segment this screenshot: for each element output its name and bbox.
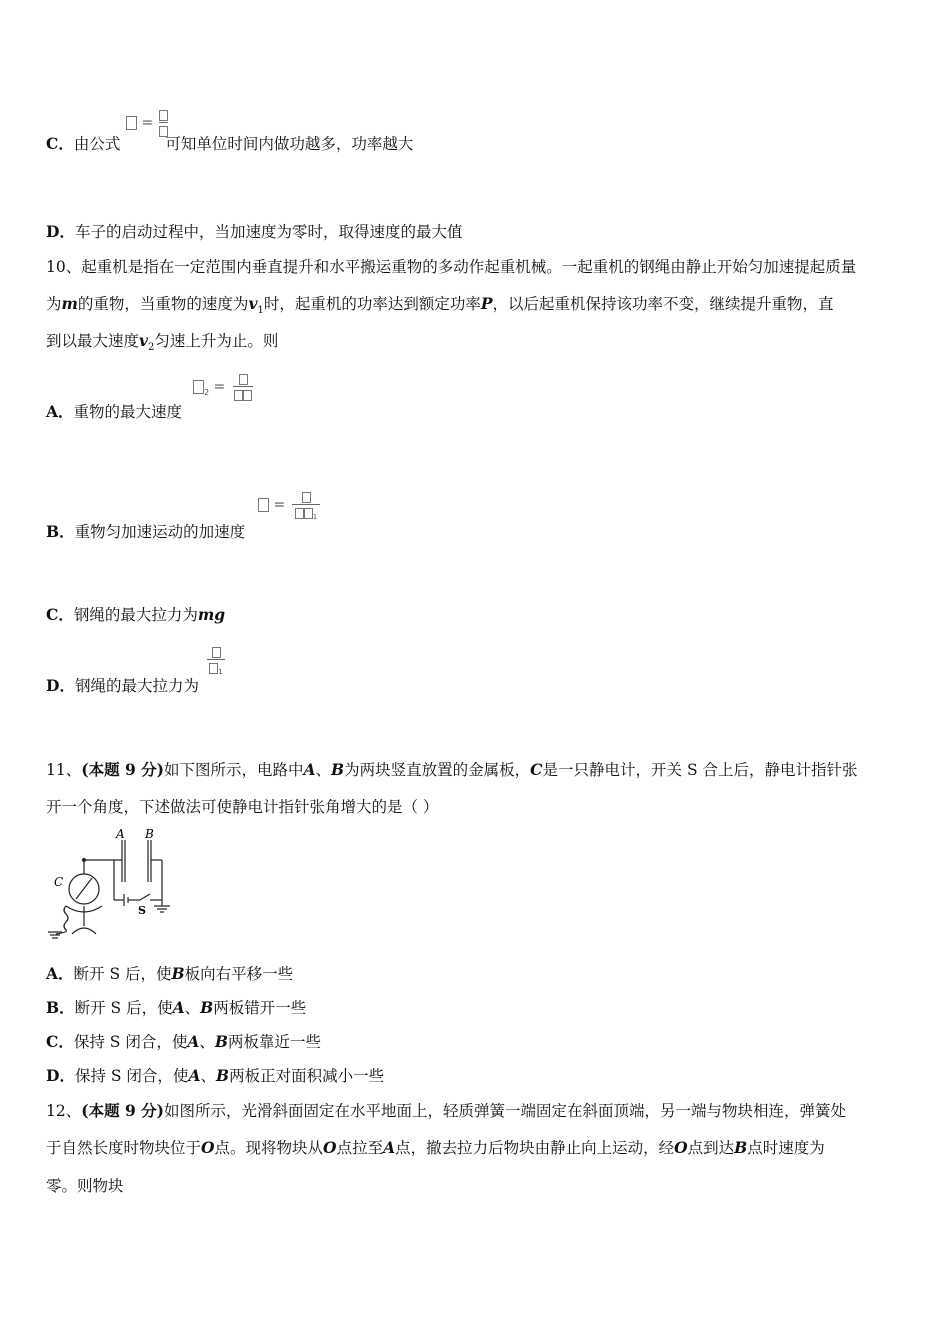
- score-badge: (本题 9 分): [81, 760, 164, 779]
- formula-max-velocity: $_2$ =: [193, 372, 255, 402]
- q12-stem-line3: 零。则物块: [46, 1177, 124, 1195]
- svg-text:S: S: [138, 904, 146, 917]
- q12-stem-line1: 12、(本题 9 分)如图所示，光滑斜面固定在水平地面上，轻质弹簧一端固定在斜面顶端，另一端与物块相连，弹簧处: [46, 1101, 846, 1120]
- switch-s: [140, 894, 150, 900]
- svg-text:C: C: [54, 875, 64, 889]
- q9-option-d: D．车子的启动过程中，当加速度为零时，取得速度的最大值: [46, 222, 463, 241]
- electroscope-circuit-figure: [44, 826, 179, 944]
- q10-stem-line3: 到以最大速度$v_2$匀速上升为止。则: [46, 331, 279, 354]
- q12-stem-line2: 于自然长度时物块位于O点。现将物块从O点拉至A点，撤去拉力后物块由静止向上运动，经O点到达B点时速度为: [46, 1138, 825, 1157]
- q11-stem-line1: 11、(本题 9 分)如下图所示，电路中A、B为两块竖直放置的金属板，C是一只静电计，开关 S 合上后，静电计指针张: [46, 760, 858, 779]
- q10-stem-line1: 10、起重机是指在一定范围内垂直提升和水平搬运重物的多动作起重机械。一起重机的钢绳由静止开始匀加速提起质量: [46, 258, 857, 276]
- formula-max-tension: 1: [207, 645, 225, 675]
- formula-acceleration: = $_1$: [258, 490, 322, 522]
- svg-text:B: B: [145, 827, 154, 841]
- question-number: 10、: [46, 258, 82, 276]
- question-number: 12、: [46, 1102, 82, 1120]
- q10-option-d: D．钢绳的最大拉力为: [46, 676, 199, 695]
- formula-power-definition: =: [126, 108, 170, 138]
- q10-option-c: C．钢绳的最大拉力为mg: [46, 605, 226, 624]
- q9-option-c: C．由公式 可知单位时间内做功越多，功率越大: [46, 134, 414, 153]
- q10-stem-line2: 为m的重物，当重物的速度为$v_1$时，起重机的功率达到额定功率P，以后起重机保持该功率不变，继续提升重物，直: [46, 294, 834, 317]
- q10-option-b: B．重物匀加速运动的加速度: [46, 522, 246, 541]
- q11-option-d: D．保持 S 闭合，使A、B两板正对面积减小一些: [46, 1066, 385, 1085]
- q11-option-a: A．断开 S 后，使B板向右平移一些: [46, 964, 294, 983]
- q11-stem-line2: 开一个角度，下述做法可使静电计指针张角增大的是（ ）: [46, 798, 439, 816]
- q11-option-b: B．断开 S 后，使A、B两板错开一些: [46, 998, 307, 1017]
- svg-text:A: A: [116, 827, 125, 841]
- score-badge: (本题 9 分): [81, 1101, 164, 1120]
- q11-option-c: C．保持 S 闭合，使A、B两板靠近一些: [46, 1032, 321, 1051]
- q10-option-a: A．重物的最大速度: [46, 402, 183, 421]
- question-number: 11、: [46, 761, 82, 779]
